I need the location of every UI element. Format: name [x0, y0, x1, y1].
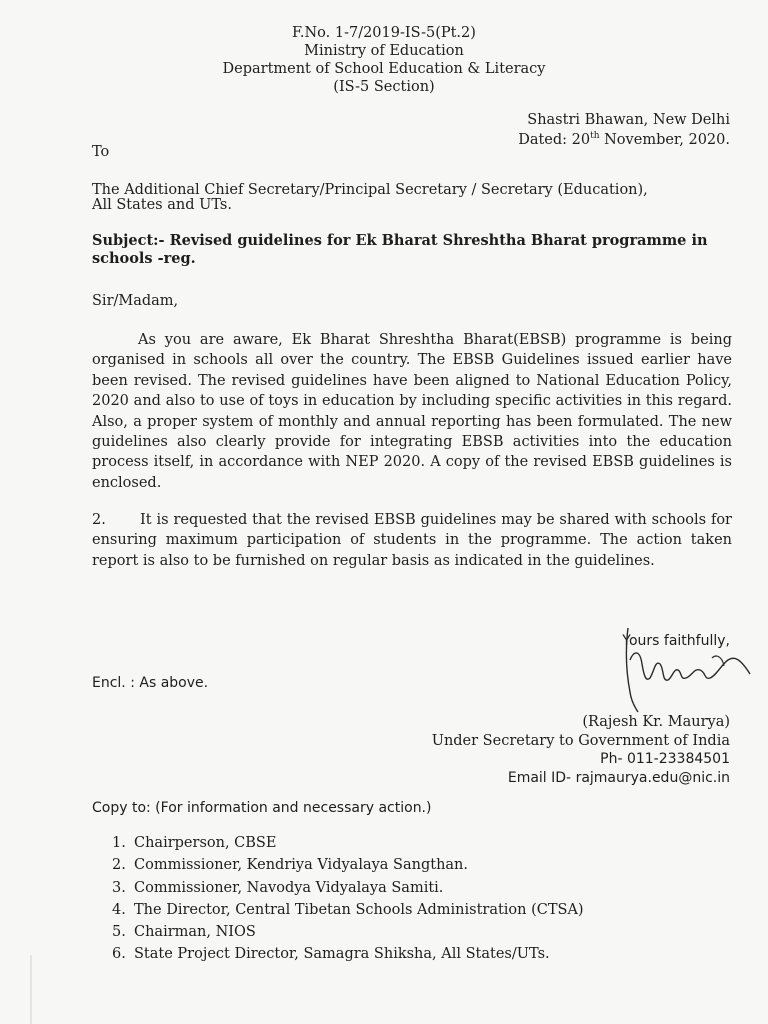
- signatory-block: [432, 713, 730, 787]
- file-number: F.No. 1-7/2019-IS-5(Pt.2): [292, 25, 476, 41]
- to-label: To: [92, 144, 110, 160]
- paragraph-2-text: 2. It is requested that the revised EBSB guidelines may be shared with schools for ensuring maximum participation of students in the programme. The action taken report is also to be furnished on regular basis as indicated in the guidelines.: [92, 512, 737, 569]
- list-item: 1. Chairperson, CBSE: [112, 835, 277, 851]
- signature-scribble: [600, 620, 760, 720]
- paragraph-2: [92, 510, 737, 571]
- section-name: (IS-5 Section): [333, 79, 435, 95]
- date-suffix: th: [590, 131, 600, 142]
- signatory-email[interactable]: Email ID- rajmaurya.edu@nic.in: [507, 769, 730, 786]
- addressee-line2: All States and UTs.: [92, 197, 232, 213]
- list-item: 5. Chairman, NIOS: [112, 924, 256, 941]
- copy-to-heading: Copy to: (For information and necessary action.): [92, 800, 432, 816]
- salutation: Sir/Madam,: [92, 293, 179, 309]
- date-line: [518, 131, 730, 149]
- scan-edge-shadow: [30, 955, 32, 1024]
- subject-line: Subject:- Revised guidelines for Ek Bharat Shreshtha Bharat programme in schools -reg.: [92, 232, 708, 267]
- list-item: 3. Commissioner, Navodya Vidyalaya Samiti.: [112, 879, 444, 896]
- date-prefix: Dated: 20: [518, 132, 591, 148]
- list-item: 2. Commissioner, Kendriya Vidyalaya Sangthan.: [112, 857, 469, 874]
- addressee-line1: The Additional Chief Secretary/Principal Secretary / Secretary (Education),: [92, 182, 648, 198]
- signatory-designation: Under Secretary to Government of India: [431, 732, 730, 749]
- signatory-name: (Rajesh Kr. Maurya): [582, 714, 730, 730]
- enclosure: Encl. : As above.: [92, 675, 209, 691]
- signatory-phone: Ph- 011-23384501: [600, 751, 730, 768]
- list-item: 4. The Director, Central Tibetan Schools Administration (CTSA): [112, 901, 584, 918]
- paragraph-1: [92, 330, 732, 493]
- closing: Yours faithfully,: [622, 633, 730, 649]
- date-rest: November, 2020.: [599, 132, 730, 148]
- department-name: Department of School Education & Literacy: [222, 61, 546, 77]
- place: Shastri Bhawan, New Delhi: [527, 112, 730, 128]
- paragraph-1-text: As you are aware, Ek Bharat Shreshtha Bharat(EBSB) programme is being organised in schools all over the country. The EBSB Guidelines issued earlier have been revised. The revised guidelines have been aligned to National Education Policy, 2020 and also to use of toys in education by including specific activities in this regard. Also, a proper system of monthly and annual reporting has been formulated. The new guidelines also clearly provide for integrating EBSB activities into the education process itself, in accordance with NEP 2020. A copy of the revised EBSB guidelines is enclosed.: [92, 332, 732, 491]
- copy-to-list: [112, 832, 584, 966]
- ministry-name: Ministry of Education: [304, 43, 464, 59]
- list-item: 6. State Project Director, Samagra Shiksha, All States/UTs.: [112, 946, 550, 963]
